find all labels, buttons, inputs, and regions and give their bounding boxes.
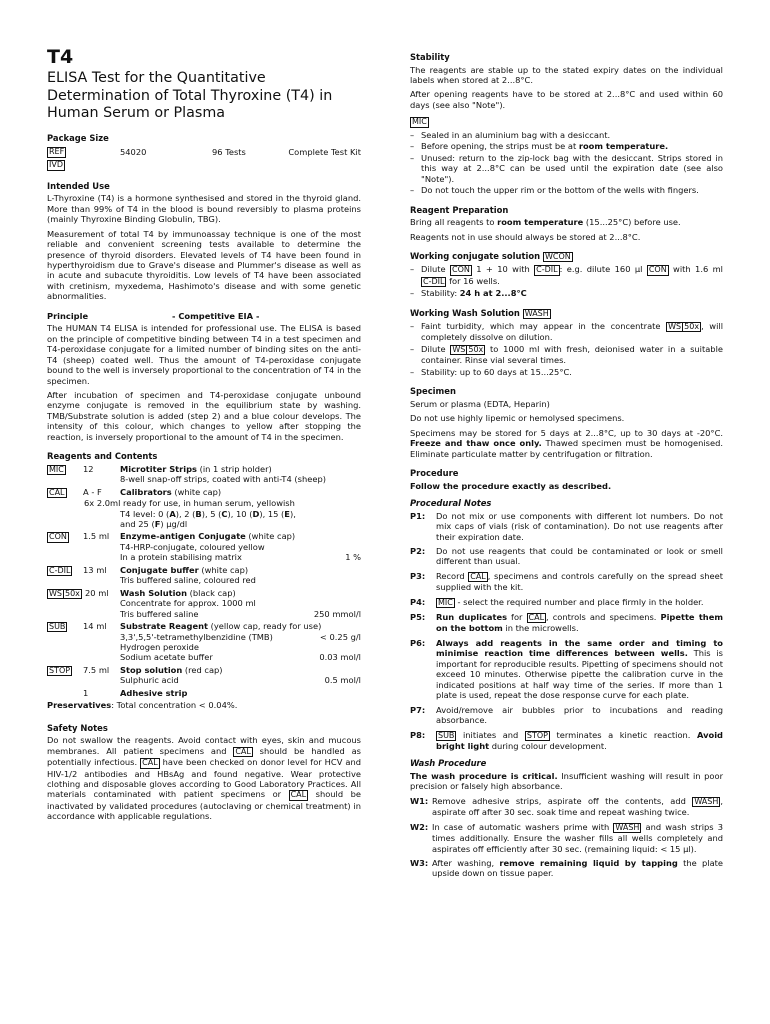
intended-use-heading: Intended Use bbox=[47, 180, 110, 191]
reagent-item: STOP 7.5 ml Stop solution (red cap) Sulphuric acid 0.5 mol/l bbox=[49, 664, 361, 686]
list-item: – Do not touch the upper rim or the bottom of the wells with fingers. bbox=[410, 185, 723, 195]
reagent-code: CAL bbox=[49, 487, 65, 497]
specimen-paragraph: Serum or plasma (EDTA, Heparin) bbox=[410, 398, 550, 409]
reagent-item: SUB 14 ml Substrate Reagent (yellow cap, ready for use) 3,3',5,5'-tetramethylbenzidine (TMB) < 0.25 g/l Hydrogen peroxide Sodium acetate buffer 0.03 mol/l bbox=[49, 621, 361, 663]
reagent-item: WS 50x 20 ml Wash Solution (black cap) Concentrate for approx. 1000 ml Tris buffered saline 250 mmol/l bbox=[49, 587, 361, 619]
reagent-code: MIC bbox=[49, 464, 64, 474]
working-wash-heading: Working Wash Solution WASH bbox=[410, 307, 549, 318]
kit-type: Complete Test Kit bbox=[288, 146, 361, 157]
stability-paragraph: After opening reagents have to be stored at 2...8°C and used within 60 days (see also "Note"). bbox=[410, 89, 723, 110]
procedural-notes-heading: Procedural Notes bbox=[410, 498, 492, 509]
stability-heading: Stability bbox=[410, 52, 450, 62]
reagent-code: WS 50x bbox=[49, 588, 80, 598]
principle-paragraph: After incubation of specimen and T4-peroxidase conjugate unbound enzyme conjugate is removed in the equilibrium state by washing. TMB/Substrate solution is added (step 2) and a blue colour develops. The intensity of this colour, which changes to yellow after stopping the reaction, is inversely proportional to the amount of T4 in the specimen. bbox=[47, 389, 361, 442]
specimen-heading: Specimen bbox=[410, 386, 456, 397]
procedure-step: P4: MIC - select the required number and place firmly in the holder. bbox=[410, 596, 704, 607]
safety-notes-paragraph: Do not swallow the reagents. Avoid contact with eyes, skin and mucous membranes. All patient specimens and CAL should be handled as potentially infectious. CAL have been checked on donor level for HCV and HIV-1/2 antibodies and HBsAg and found negative. Wear protective clothing and disposable gloves according to Good Laboratory Practices. All materials contaminated with patient specimens or CAL should be inactivated by validated procedures (autoclaving or chemical treatment) in accordance with applicable regulations. bbox=[47, 735, 362, 822]
procedure-step: P3: Record CAL , specimens and controls carefully on the spread sheet supplied with the kit. bbox=[410, 570, 723, 593]
wash-step: W1: Remove adhesive strips, aspirate off the contents, add WASH , aspirate off after 30 sec. soak time and repeat washing twice. bbox=[410, 795, 723, 818]
safety-notes-heading: Safety Notes bbox=[47, 722, 108, 733]
preservatives-note: Preservatives: Total concentration < 0.04%. bbox=[47, 700, 238, 711]
procedure-instruction: Follow the procedure exactly as described. bbox=[410, 480, 612, 491]
procedural-notes-list bbox=[410, 511, 723, 752]
reagent-preparation-paragraph: Reagents not in use should always be stored at 2...8°C. bbox=[410, 231, 641, 242]
list-item: – Dilute WS 50x to 1000 ml with fresh, deionised water in a suitable container. Rinse vial several times. bbox=[410, 344, 723, 366]
list-item: – Stability: 24 h at 2...8°C bbox=[410, 288, 723, 298]
reagents-heading: Reagents and Contents bbox=[47, 451, 158, 462]
list-item: – Faint turbidity, which may appear in the concentrate WS 50x , will completely dissolve on dilution. bbox=[410, 321, 723, 343]
procedure-step: P7: Avoid/remove air bubbles prior to incubations and reading absorbance. bbox=[410, 704, 723, 726]
ref-symbol: REF bbox=[49, 147, 65, 157]
right-column bbox=[410, 52, 723, 883]
document-title: T4 bbox=[47, 46, 74, 68]
mic-symbol: MIC bbox=[412, 117, 427, 127]
list-item: – Stability: up to 60 days at 15...25°C. bbox=[410, 367, 723, 377]
principle-method: - Competitive EIA - bbox=[172, 310, 260, 321]
specimen-paragraph: Specimens may be stored for 5 days at 2...8°C, up to 30 days at -20°C. Freeze and thaw once only. Thawed specimen must be homogenised. Eliminate particulate matter by centrifugation or filtration. bbox=[410, 427, 723, 459]
list-item: – Unused: return to the zip-lock bag with the desiccant. Strips stored in this way at 2...8°C can be used until the expiration date (see also "Note"). bbox=[410, 153, 723, 184]
working-wash-list bbox=[410, 321, 723, 377]
left-column bbox=[47, 48, 361, 826]
wash-step: W2: In case of automatic washers prime with WASH and wash strips 3 times additionally. Ensure the washer fills all wells completely and aspirates off efficiently after 30 sec. (remaining liquid: < 15 µl). bbox=[410, 821, 723, 854]
reagent-item: MIC 12 Microtiter Strips (in 1 strip holder) 8-well snap-off strips, coated with anti-T4 (sheep) bbox=[49, 463, 326, 485]
working-conjugate-heading: Working conjugate solution WCON bbox=[410, 250, 571, 261]
reagent-item: CAL A - F Calibrators (white cap) 6x 2.0ml ready for use, in human serum, yellowish T4 level: 0 (A), 2 (B), 5 (C), 10 (D), 15 (E), and 25 (F) µg/dl bbox=[49, 486, 296, 529]
procedure-heading: Procedure bbox=[410, 467, 459, 478]
document-subtitle: ELISA Test for the Quantitative Determination of Total Thyroxine (T4) in Human Serum or Plasma bbox=[47, 69, 333, 122]
ivd-symbol: IVD bbox=[49, 160, 63, 170]
reagent-code: CON bbox=[49, 532, 67, 542]
reagent-preparation-paragraph: Bring all reagents to room temperature (15...25°C) before use. bbox=[410, 217, 681, 228]
reagent-item: 1 Adhesive strip bbox=[83, 687, 188, 698]
reagent-code: SUB bbox=[49, 622, 66, 632]
wash-procedure-paragraph: The wash procedure is critical. Insufficient washing will result in poor precision or falsely high absorbance. bbox=[410, 770, 723, 792]
list-item: – Dilute CON 1 + 10 with C-DIL : e.g. dilute 160 µl CON with 1.6 ml C-DIL for 16 wells. bbox=[410, 264, 723, 287]
procedure-step: P8: SUB initiates and STOP terminates a kinetic reaction. Avoid bright light during colour development. bbox=[410, 729, 723, 751]
intended-use-paragraph: L-Thyroxine (T4) is a hormone synthesised and stored in the thyroid gland. More than 99% of T4 in the blood is bound reversibly to plasma proteins (mainly Thyroxine Binding Globulin, TBG). bbox=[47, 193, 361, 225]
package-size-heading: Package Size bbox=[47, 133, 109, 144]
mic-storage-list bbox=[410, 130, 723, 196]
reagent-code: C-DIL bbox=[49, 565, 71, 575]
specimen-paragraph: Do not use highly lipemic or hemolysed specimens. bbox=[410, 413, 625, 424]
procedure-step: P6: Always add reagents in the same order and timing to minimise reaction time differences between wells. This is important for reproducible results. Pipetting of specimens should not exceed 10 minutes. Otherwise pipette the calibration curve in the indicated positions at half way time of the series. If more than 1 plate is used, repeat the dose response curve for each plate. bbox=[410, 637, 723, 701]
intended-use-paragraph: Measurement of total T4 by immunoassay technique is one of the most reliable and convenient screening tests available to determine the presence of thyroid disorders. Elevated levels of T4 have been found in hyperthyroidism due to Grave's disease and Plummer's disease as well as in acute and subacute thyroiditis. Low levels of T4 have been associated with cretinism, myxedema, Hashimoto's disease and with some genetic abnormalities. bbox=[47, 228, 361, 302]
reagent-code: STOP bbox=[49, 665, 71, 675]
procedure-step: P1: Do not mix or use components with different lot numbers. Do not mix caps of vials (risk of contamination). Do not use reagents after their expiration date. bbox=[410, 510, 723, 542]
procedure-step: P5: Run duplicates for CAL , controls and specimens. Pipette them on the bottom in the microwells. bbox=[410, 612, 723, 634]
wash-step: W3: After washing, remove remaining liquid by tapping the plate upside down on tissue paper. bbox=[410, 858, 724, 879]
package-size-section bbox=[47, 146, 361, 172]
ref-number: 54020 bbox=[120, 146, 147, 157]
wash-procedure-list bbox=[410, 796, 723, 879]
procedure-step: P2: Do not use reagents that could be contaminated or look or smell different than usual. bbox=[410, 545, 723, 567]
working-conjugate-list bbox=[410, 264, 723, 298]
principle-heading: Principle - Competitive EIA - bbox=[47, 310, 260, 321]
list-item: – Sealed in an aluminium bag with a desiccant. bbox=[410, 130, 723, 140]
wash-procedure-heading: Wash Procedure bbox=[410, 758, 487, 769]
test-count: 96 Tests bbox=[212, 146, 246, 157]
reagent-item: CON 1.5 ml Enzyme-antigen Conjugate (white cap) T4-HRP-conjugate, coloured yellow In a protein stabilising matrix 1 % bbox=[49, 531, 361, 563]
reagent-preparation-heading: Reagent Preparation bbox=[410, 204, 509, 215]
reagents-list bbox=[47, 464, 361, 711]
stability-paragraph: The reagents are stable up to the stated expiry dates on the individual labels when stored at 2...8°C. bbox=[410, 64, 723, 86]
reagent-item: C-DIL 13 ml Conjugate buffer (white cap) Tris buffered saline, coloured red bbox=[49, 564, 256, 586]
list-item: – Before opening, the strips must be at room temperature. bbox=[410, 141, 723, 151]
principle-paragraph: The HUMAN T4 ELISA is intended for professional use. The ELISA is based on the principle of competitive binding between T4 in a test specimen and T4-peroxidase conjugate for a limited number of binding sites on the anti-T4 (sheep) coated well. Thus the amount of T4-peroxidase conjugate bound to the well is inversely proportional to the concentration of T4 in the specimen. bbox=[47, 323, 361, 386]
